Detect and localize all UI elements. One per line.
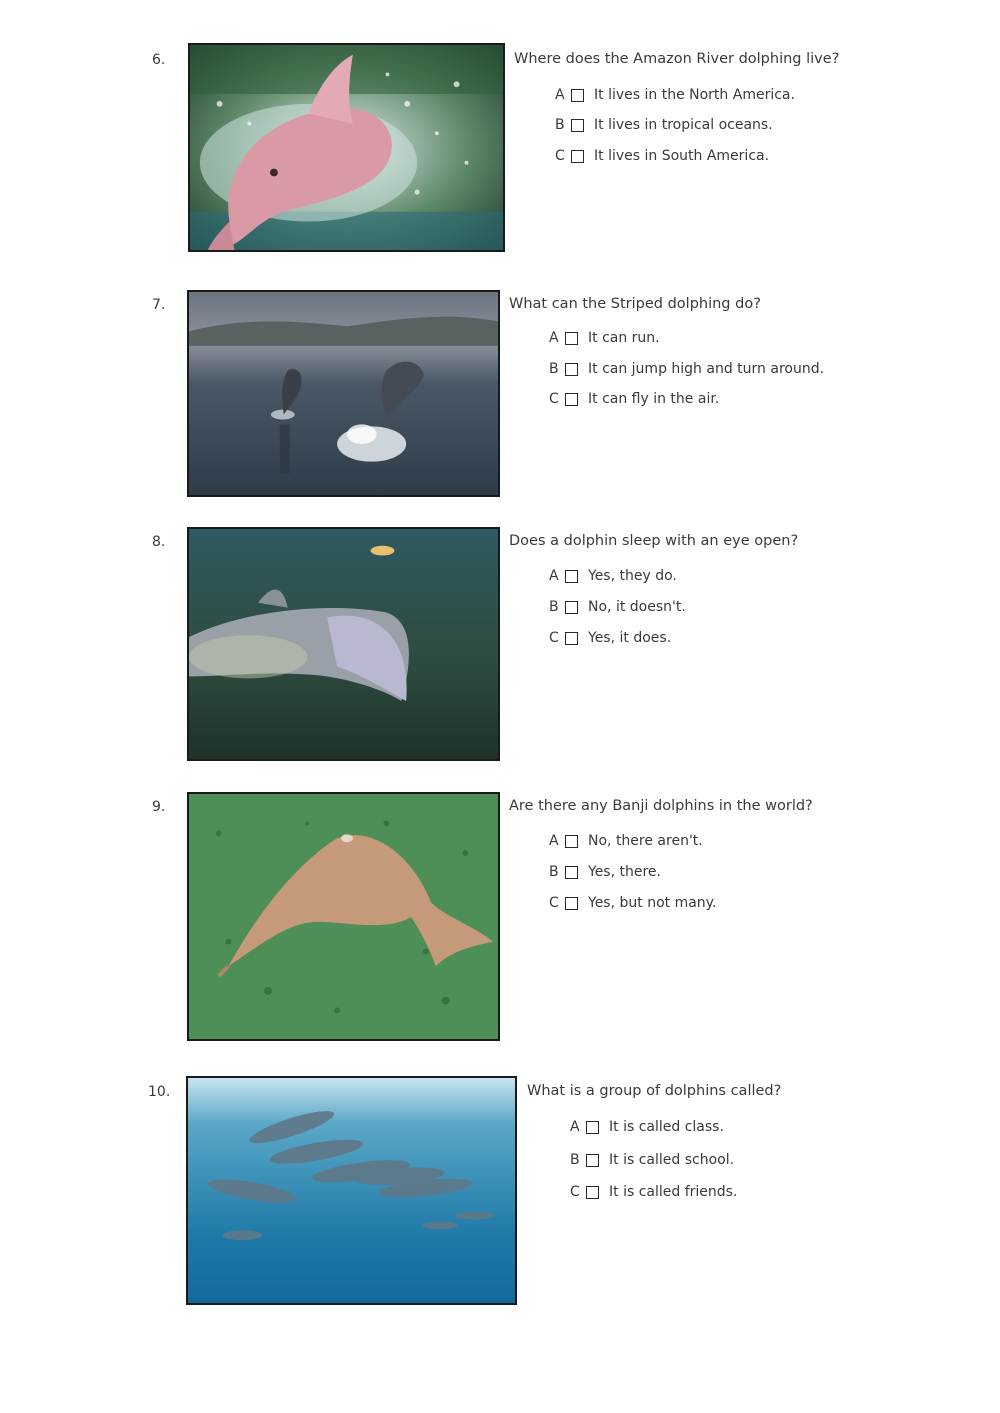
checkbox[interactable] — [571, 119, 584, 132]
baiji-dolphin-photo — [187, 792, 500, 1041]
option-letter: C — [570, 1184, 580, 1200]
option-text: It lives in tropical oceans. — [594, 117, 773, 133]
question-number: 6. — [152, 52, 166, 68]
option-text: No, there aren't. — [588, 833, 703, 849]
checkbox[interactable] — [586, 1186, 599, 1199]
option-b[interactable] — [555, 117, 773, 133]
question-number: 7. — [152, 297, 166, 313]
checkbox[interactable] — [571, 150, 584, 163]
option-b[interactable] — [549, 599, 686, 615]
sleeping-dolphin-photo — [187, 527, 500, 761]
question-number: 10. — [148, 1084, 171, 1100]
option-letter: B — [549, 361, 559, 377]
question-text: Does a dolphin sleep with an eye open? — [509, 533, 799, 549]
option-b[interactable] — [549, 864, 661, 880]
option-letter: A — [570, 1119, 580, 1135]
option-c[interactable] — [570, 1184, 737, 1200]
option-c[interactable] — [549, 630, 671, 646]
option-letter: C — [549, 630, 559, 646]
option-text: It lives in South America. — [594, 148, 770, 164]
checkbox[interactable] — [565, 332, 578, 345]
checkbox[interactable] — [565, 632, 578, 645]
question-text: Where does the Amazon River dolphing live? — [514, 51, 840, 67]
option-text: Yes, there. — [588, 864, 661, 880]
option-letter: C — [555, 148, 565, 164]
question-text: What is a group of dolphins called? — [527, 1083, 782, 1099]
option-a[interactable] — [555, 87, 795, 103]
option-a[interactable] — [570, 1119, 724, 1135]
option-b[interactable] — [570, 1152, 734, 1168]
option-a[interactable] — [549, 833, 703, 849]
option-text: Yes, but not many. — [588, 895, 717, 911]
checkbox[interactable] — [586, 1154, 599, 1167]
option-letter: C — [549, 895, 559, 911]
option-letter: A — [549, 330, 559, 346]
option-letter: A — [555, 87, 565, 103]
option-letter: A — [549, 833, 559, 849]
option-text: It can run. — [588, 330, 660, 346]
checkbox[interactable] — [565, 393, 578, 406]
question-text: What can the Striped dolphing do? — [509, 296, 761, 312]
checkbox[interactable] — [571, 89, 584, 102]
option-text: Yes, they do. — [588, 568, 677, 584]
option-c[interactable] — [549, 391, 719, 407]
option-letter: C — [549, 391, 559, 407]
checkbox[interactable] — [565, 601, 578, 614]
option-c[interactable] — [549, 895, 716, 911]
option-text: No, it doesn't. — [588, 599, 686, 615]
option-letter: B — [555, 117, 565, 133]
option-text: It is called class. — [609, 1119, 724, 1135]
option-letter: B — [549, 864, 559, 880]
striped-dolphin-photo — [187, 290, 500, 497]
question-number: 8. — [152, 534, 166, 550]
option-letter: B — [570, 1152, 580, 1168]
option-letter: A — [549, 568, 559, 584]
option-text: It can jump high and turn around. — [588, 361, 825, 377]
question-text: Are there any Banji dolphins in the world? — [509, 798, 813, 814]
question-number: 9. — [152, 799, 166, 815]
option-text: It can fly in the air. — [588, 391, 720, 407]
checkbox[interactable] — [565, 897, 578, 910]
checkbox[interactable] — [565, 363, 578, 376]
option-text: Yes, it does. — [588, 630, 672, 646]
option-letter: B — [549, 599, 559, 615]
option-text: It is called school. — [609, 1152, 735, 1168]
option-c[interactable] — [555, 148, 769, 164]
option-b[interactable] — [549, 361, 824, 377]
option-text: It lives in the North America. — [594, 87, 795, 103]
dolphin-pod-photo — [186, 1076, 517, 1305]
amazon-river-dolphin-photo — [188, 43, 505, 252]
option-a[interactable] — [549, 330, 660, 346]
checkbox[interactable] — [565, 866, 578, 879]
option-a[interactable] — [549, 568, 677, 584]
checkbox[interactable] — [565, 835, 578, 848]
option-text: It is called friends. — [609, 1184, 738, 1200]
checkbox[interactable] — [565, 570, 578, 583]
checkbox[interactable] — [586, 1121, 599, 1134]
